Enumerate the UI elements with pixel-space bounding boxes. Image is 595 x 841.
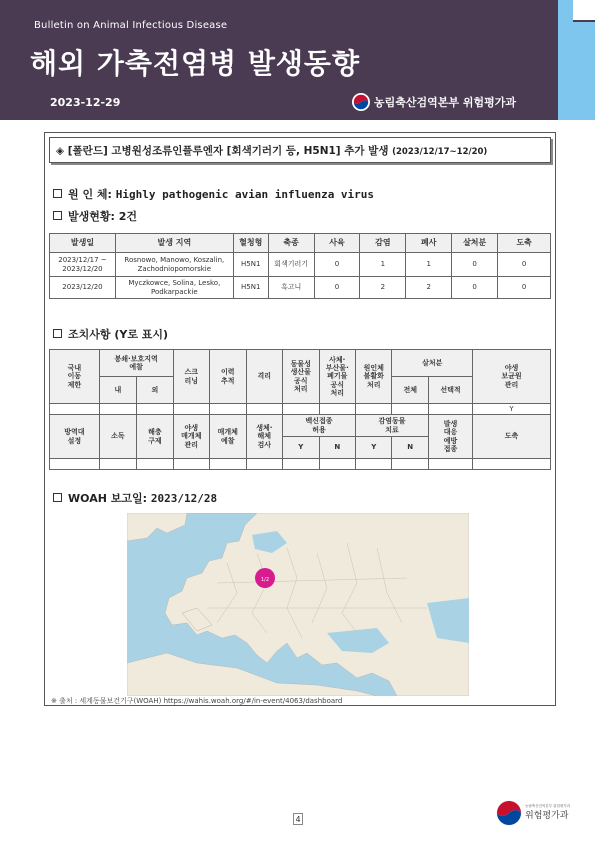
table-cell: 0 xyxy=(314,253,360,277)
header-treatment: 감염동물 치료 xyxy=(356,415,429,437)
measure-value xyxy=(356,404,392,415)
table-cell: H5N1 xyxy=(233,277,268,299)
measure-value xyxy=(210,404,246,415)
measure-value xyxy=(428,404,472,415)
status-label: 발생현황: xyxy=(68,210,119,223)
table-cell: 0 xyxy=(314,277,360,299)
header-zone-out: 외 xyxy=(137,377,173,404)
table-cell: 흑고니 xyxy=(268,277,314,299)
page-tab xyxy=(573,0,595,20)
header-slaughter-all: 전체 xyxy=(392,377,428,404)
measure-value xyxy=(392,459,428,470)
header-slaughterhouse: 도축 xyxy=(472,415,550,459)
header-vaccine: 백신접종 허용 xyxy=(283,415,356,437)
table-cell: Rosnowo, Manowo, Koszalin, Zachodniopomorskie xyxy=(115,253,233,277)
table-header-row xyxy=(50,234,551,253)
header-banner xyxy=(0,0,558,120)
report-date: 2023-12-29 xyxy=(50,96,121,109)
pathogen-label: 원 인 체: xyxy=(68,188,116,201)
government-emblem-icon xyxy=(352,93,370,111)
bulletin-label: Bulletin on Animal Infectious Disease xyxy=(34,20,228,31)
measure-value xyxy=(472,459,550,470)
header-wild-vector: 야생 매개체 관리 xyxy=(173,415,209,459)
measure-value xyxy=(137,459,173,470)
agency xyxy=(352,93,516,111)
checkbox-icon xyxy=(53,211,62,220)
measure-value xyxy=(173,404,209,415)
table-cell: 0 xyxy=(498,253,551,277)
col-header: 발생일 xyxy=(50,234,116,253)
checkbox-icon xyxy=(53,189,62,198)
footer-logo xyxy=(496,800,570,826)
outbreak-table xyxy=(49,233,551,299)
content-frame xyxy=(44,132,556,706)
measures-values-row xyxy=(50,404,551,415)
table-cell: Myczkowce, Solina, Lesko, Podkarpackie xyxy=(115,277,233,299)
measure-value xyxy=(210,459,246,470)
measure-value xyxy=(319,459,355,470)
header-zone-in: 내 xyxy=(99,377,136,404)
col-header: 혈청형 xyxy=(233,234,268,253)
header-vaccine-yes: Y xyxy=(283,437,319,459)
measures-label: 조치사항 (Y로 표시) xyxy=(68,328,169,341)
col-header: 살처분 xyxy=(452,234,498,253)
footer-big-text: 위험평가과 xyxy=(525,811,569,822)
measure-value xyxy=(319,404,355,415)
page-title: 해외 가축전염병 발생동향 xyxy=(30,47,361,80)
table-cell: 1 xyxy=(406,253,452,277)
pathogen-value: Highly pathogenic avian influenza virus xyxy=(115,188,375,201)
source-note: ※ 출처 : 세계동물보건기구(WOAH) https://wahis.woah.org/#/in-event/4063/dashboard xyxy=(51,697,343,705)
header-trace: 이력 추적 xyxy=(210,350,246,404)
col-header: 감염 xyxy=(360,234,406,253)
header-zone: 봉쇄·보호지역 예찰 xyxy=(99,350,173,377)
woah-value: 2023/12/28 xyxy=(150,492,218,505)
header-vaccine-no: N xyxy=(319,437,355,459)
measure-value xyxy=(50,459,100,470)
col-header: 도축 xyxy=(498,234,551,253)
header-wildlife: 야생 보균원 관리 xyxy=(472,350,550,404)
header-pest: 해충 구제 xyxy=(137,415,173,459)
measure-value xyxy=(246,459,282,470)
header-screening: 스크 리닝 xyxy=(173,350,209,404)
table-row xyxy=(50,253,551,277)
col-header: 발생 지역 xyxy=(115,234,233,253)
header-vector-forecast: 매개체 예찰 xyxy=(210,415,246,459)
measures-table xyxy=(49,349,551,470)
agency-logo-icon xyxy=(496,800,522,826)
measure-value xyxy=(283,459,319,470)
woah-label: WOAH 보고일: xyxy=(68,492,151,505)
measure-value: Y xyxy=(472,404,550,415)
europe-map-image xyxy=(127,513,469,696)
headline-text: ◈ [폴란드] 고병원성조류인플루엔자 [회색기러기 등, H5N1] 추가 발생 xyxy=(56,145,393,157)
table-cell: 0 xyxy=(498,277,551,299)
headline xyxy=(49,137,551,163)
woah-line xyxy=(53,490,217,506)
header-movement: 국내 이동 제한 xyxy=(50,350,100,404)
pathogen-line xyxy=(53,186,374,202)
table-cell: H5N1 xyxy=(233,253,268,277)
header-slaughter: 살처분 xyxy=(392,350,473,377)
outbreak-map xyxy=(127,513,469,696)
measure-value xyxy=(173,459,209,470)
header-slaughter-selective: 선택적 xyxy=(428,377,472,404)
col-header: 축종 xyxy=(268,234,314,253)
table-cell: 2023/12/20 xyxy=(50,277,116,299)
table-cell: 1 xyxy=(360,253,406,277)
table-cell: 2 xyxy=(406,277,452,299)
col-header: 폐사 xyxy=(406,234,452,253)
measures-values-row xyxy=(50,459,551,470)
table-cell: 2023/12/17 ~ 2023/12/20 xyxy=(50,253,116,277)
measure-value xyxy=(428,459,472,470)
headline-period: (2023/12/17~12/20) xyxy=(392,147,488,157)
col-header: 사육 xyxy=(314,234,360,253)
table-cell: 0 xyxy=(452,253,498,277)
measure-value xyxy=(137,404,173,415)
table-cell: 2 xyxy=(360,277,406,299)
header-treatment-yes: Y xyxy=(356,437,392,459)
measure-value xyxy=(283,404,319,415)
header-treatment-no: N xyxy=(392,437,428,459)
header-diagnostic: 생체· 해체 검사 xyxy=(246,415,282,459)
page-number: 4 xyxy=(293,813,303,825)
marker-label: 1/2 xyxy=(260,577,270,583)
table-row xyxy=(50,277,551,299)
status-value: 2건 xyxy=(118,210,138,223)
banner-accent xyxy=(558,0,595,120)
measure-value xyxy=(99,404,136,415)
header-inactivation: 원인체 불활화 처리 xyxy=(356,350,392,404)
measures-heading xyxy=(53,326,168,342)
table-cell: 회색기러기 xyxy=(268,253,314,277)
header-border: 방역대 설정 xyxy=(50,415,100,459)
header-disposal: 동물성 생산물 공식 처리 xyxy=(283,350,319,404)
agency-name: 농림축산검역본부 위험평가과 xyxy=(374,96,516,109)
checkbox-icon xyxy=(53,329,62,338)
header-prevent: 발생 대응 예방 접종 xyxy=(428,415,472,459)
measure-value xyxy=(392,404,428,415)
header-disinfect: 소독 xyxy=(99,415,136,459)
status-line xyxy=(53,208,137,224)
table-cell: 0 xyxy=(452,277,498,299)
measure-value xyxy=(356,459,392,470)
measure-value xyxy=(99,459,136,470)
checkbox-icon xyxy=(53,493,62,502)
measure-value xyxy=(50,404,100,415)
header-carcass: 사체· 부산물· 폐기물 공식 처리 xyxy=(319,350,355,404)
header-quarantine: 격리 xyxy=(246,350,282,404)
footer-small-text: 농림축산검역본부 위험평가과 xyxy=(525,803,571,808)
measure-value xyxy=(246,404,282,415)
